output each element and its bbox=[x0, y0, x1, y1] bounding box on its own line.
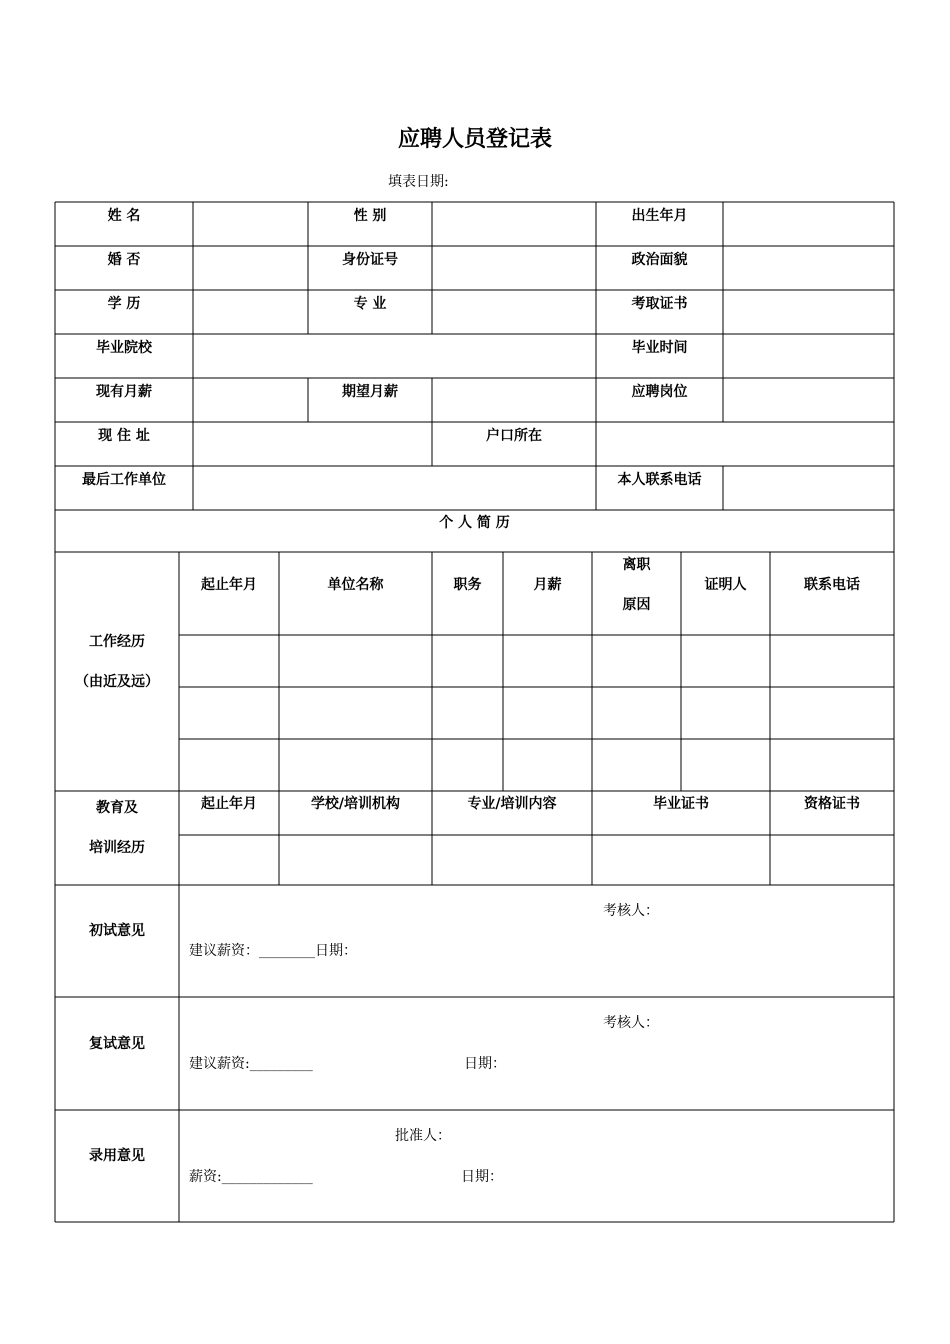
label-current-salary: 现有月薪 bbox=[96, 384, 152, 400]
edu-label: 教育及 bbox=[96, 800, 138, 816]
school-field[interactable] bbox=[194, 335, 595, 377]
first-salary: 建议薪资：________日期： bbox=[189, 943, 357, 959]
work-col-leave: 离职 bbox=[622, 557, 651, 573]
edu-col-qualification: 资格证书 bbox=[804, 796, 860, 812]
grad-time-field[interactable] bbox=[724, 335, 893, 377]
label-id-number: 身份证号 bbox=[342, 252, 398, 268]
education-field[interactable] bbox=[194, 291, 307, 333]
work-row-3[interactable] bbox=[180, 740, 893, 790]
label-education: 学 历 bbox=[107, 296, 141, 312]
second-date: 日期： bbox=[464, 1056, 506, 1072]
edu-col-diploma: 毕业证书 bbox=[653, 796, 709, 812]
page-title: 应聘人员登记表 bbox=[397, 127, 552, 152]
work-col-phone: 联系电话 bbox=[804, 577, 860, 593]
label-hukou: 户口所在 bbox=[486, 428, 542, 444]
label-grad-time: 毕业时间 bbox=[631, 340, 688, 356]
label-last-employer: 最后工作单位 bbox=[82, 472, 166, 488]
birth-field[interactable] bbox=[724, 203, 893, 245]
work-label-note: （由近及远） bbox=[75, 674, 159, 690]
second-reviewer: 考核人： bbox=[603, 1015, 659, 1031]
gender-field[interactable] bbox=[433, 203, 595, 245]
id-number-field[interactable] bbox=[433, 247, 595, 289]
work-col-title: 职务 bbox=[453, 577, 482, 593]
hire-approver: 批准人： bbox=[395, 1128, 451, 1144]
work-row-1[interactable] bbox=[180, 636, 893, 686]
second-label: 复试意见 bbox=[89, 1036, 145, 1052]
work-col-salary: 月薪 bbox=[533, 577, 562, 593]
work-col-reason: 原因 bbox=[622, 597, 651, 613]
label-certificates: 考取证书 bbox=[631, 296, 688, 312]
certificates-field[interactable] bbox=[724, 291, 893, 333]
edu-col-period: 起止年月 bbox=[201, 796, 257, 812]
work-col-referee: 证明人 bbox=[704, 577, 747, 593]
label-political: 政治面貌 bbox=[631, 252, 688, 268]
edu-row-1[interactable] bbox=[180, 836, 893, 884]
hire-date: 日期： bbox=[461, 1169, 503, 1185]
work-label: 工作经历 bbox=[89, 634, 145, 650]
second-salary: 建议薪资:_________ bbox=[189, 1056, 313, 1072]
label-expected-salary: 期望月薪 bbox=[342, 384, 398, 400]
label-marital: 婚 否 bbox=[107, 252, 141, 268]
fill-date-label: 填表日期: bbox=[388, 174, 449, 190]
hukou-field[interactable] bbox=[597, 423, 893, 465]
work-col-company: 单位名称 bbox=[327, 577, 384, 593]
last-employer-field[interactable] bbox=[194, 467, 595, 509]
political-field[interactable] bbox=[724, 247, 893, 289]
marital-field[interactable] bbox=[194, 247, 307, 289]
hire-salary: 薪资:_____________ bbox=[189, 1169, 313, 1185]
edu-label-2: 培训经历 bbox=[89, 840, 145, 856]
label-name: 姓 名 bbox=[107, 208, 141, 224]
resume-header: 个 人 简 历 bbox=[439, 515, 510, 531]
position-field[interactable] bbox=[724, 379, 893, 421]
first-label: 初试意见 bbox=[89, 923, 145, 939]
address-field[interactable] bbox=[194, 423, 431, 465]
edu-col-major: 专业/培训内容 bbox=[467, 796, 557, 812]
major-field[interactable] bbox=[433, 291, 595, 333]
phone-field[interactable] bbox=[724, 467, 893, 509]
work-row-2[interactable] bbox=[180, 688, 893, 738]
label-position: 应聘岗位 bbox=[631, 384, 688, 400]
label-phone: 本人联系电话 bbox=[617, 472, 702, 488]
hire-label: 录用意见 bbox=[89, 1148, 145, 1164]
label-major: 专 业 bbox=[353, 296, 387, 312]
label-school: 毕业院校 bbox=[96, 340, 152, 356]
expected-salary-field[interactable] bbox=[433, 379, 595, 421]
label-gender: 性 别 bbox=[353, 208, 387, 224]
current-salary-field[interactable] bbox=[194, 379, 307, 421]
first-reviewer: 考核人： bbox=[603, 903, 659, 919]
name-field[interactable] bbox=[194, 203, 307, 245]
edu-col-school: 学校/培训机构 bbox=[310, 796, 401, 812]
label-address: 现 住 址 bbox=[98, 428, 150, 444]
label-birth: 出生年月 bbox=[631, 208, 688, 224]
work-col-period: 起止年月 bbox=[201, 577, 257, 593]
